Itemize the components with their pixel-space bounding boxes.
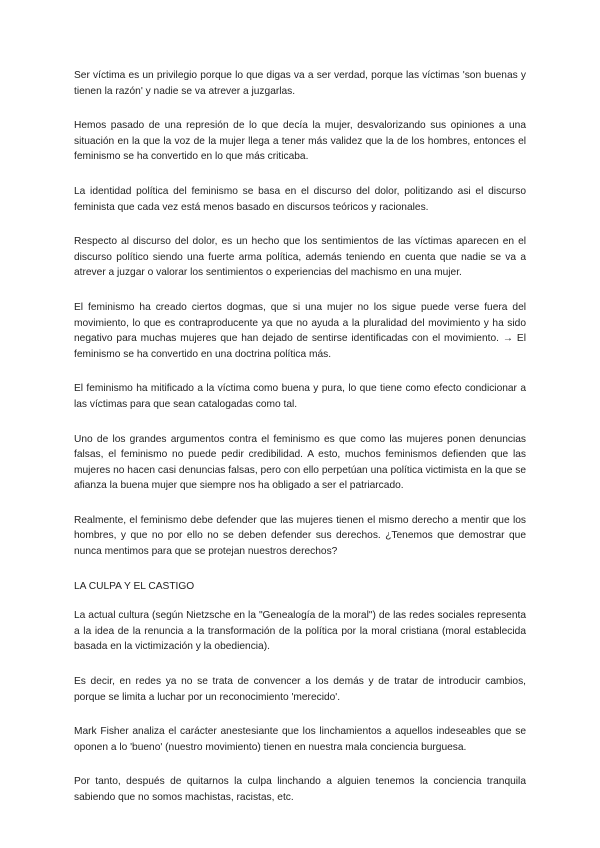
paragraph-victim-privilege: Ser víctima es un privilegio porque lo que digas va a ser verdad, porque las víctimas 'son buenas y tienen la razón' y nadie se va atrever a juzgarlas. — [74, 70, 526, 97]
paragraph-false-reports: Uno de los grandes argumentos contra el feminismo es que como las mujeres ponen denuncias falsas, el feminismo no puede pedir credibilidad. A esto, muchos feminismos defienden que las mujeres no hacen casi denuncias falsas, pero con ello perpetúan una política victimista en la que se afianza la buena mujer que siempre nos ha obligado a ser el patriarcado. — [74, 433, 526, 492]
paragraph-political-identity: La identidad política del feminismo se basa en el discurso del dolor, politizando asi el discurso feminista que cada vez está menos basado en discursos teóricos y racionales. — [74, 185, 526, 213]
paragraph-pain-discourse: Respecto al discurso del dolor, es un hecho que los sentimientos de las víctimas aparecen en el discurso político siendo una fuerte arma política, además teniendo en cuenta que nadie se va a atrever a juzgar o valorar los sentimientos o experiencias del machismo en una mujer. — [74, 236, 526, 279]
paragraph-mythified-victim: El feminismo ha mitificado a la víctima como buena y pura, lo que tiene como efecto condicionar a las víctimas para que sean catalogadas como tal. — [74, 383, 526, 410]
paragraph-repression: Hemos pasado de una represión de lo que decía la mujer, desvalorizando sus opiniones a una situación en la que la voz de la mujer llega a tener más validez que la de los hombres, entonces el feminismo se ha convertido en lo que más criticaba. — [74, 120, 526, 163]
paragraph-dogmas: El feminismo ha creado ciertos dogmas, que si una mujer no los sigue puede verse fuera del movimiento, lo que es contraproducente ya que no ayuda a la pluralidad del movimiento y ha sido negativo para muchas mujeres que han dejado de sentirse identificadas con el movimiento. → El feminismo se ha convertido en una doctrina política más. — [74, 301, 526, 360]
paragraph-right-to-lie: Realmente, el feminismo debe defender que las mujeres tienen el mismo derecho a mentir que los hombres, y que no por ello no se deben defender sus derechos. ¿Tenemos que demostrar que nunca mentimos para que se protejan nuestros derechos? — [74, 514, 526, 558]
paragraph-conclusion: Por tanto, después de quitarnos la culpa linchando a alguien tenemos la conciencia tranquila sabiendo que no somos machistas, racistas, etc. — [74, 776, 526, 803]
paragraph-recognition: Es decir, en redes ya no se trata de convencer a los demás y de tratar de introducir cambios, porque se limita a luchar por un reconocimiento 'merecido'. — [74, 676, 526, 703]
section-heading: LA CULPA Y EL CASTIGO — [74, 580, 195, 592]
paragraph-mark-fisher: Mark Fisher analiza el carácter anestesiante que los linchamientos a aquellos indeseables que se oponen a lo 'bueno' (nuestro movimiento) tienen en nuestra mala conciencia burguesa. — [74, 726, 526, 753]
paragraph-nietzsche: La actual cultura (según Nietzsche en la "Genealogía de la moral") de las redes sociales representa a la idea de la renuncia a la transformación de la política por la moral cristiana (moral establecida basada en la victimización y la obediencia). — [74, 610, 526, 653]
